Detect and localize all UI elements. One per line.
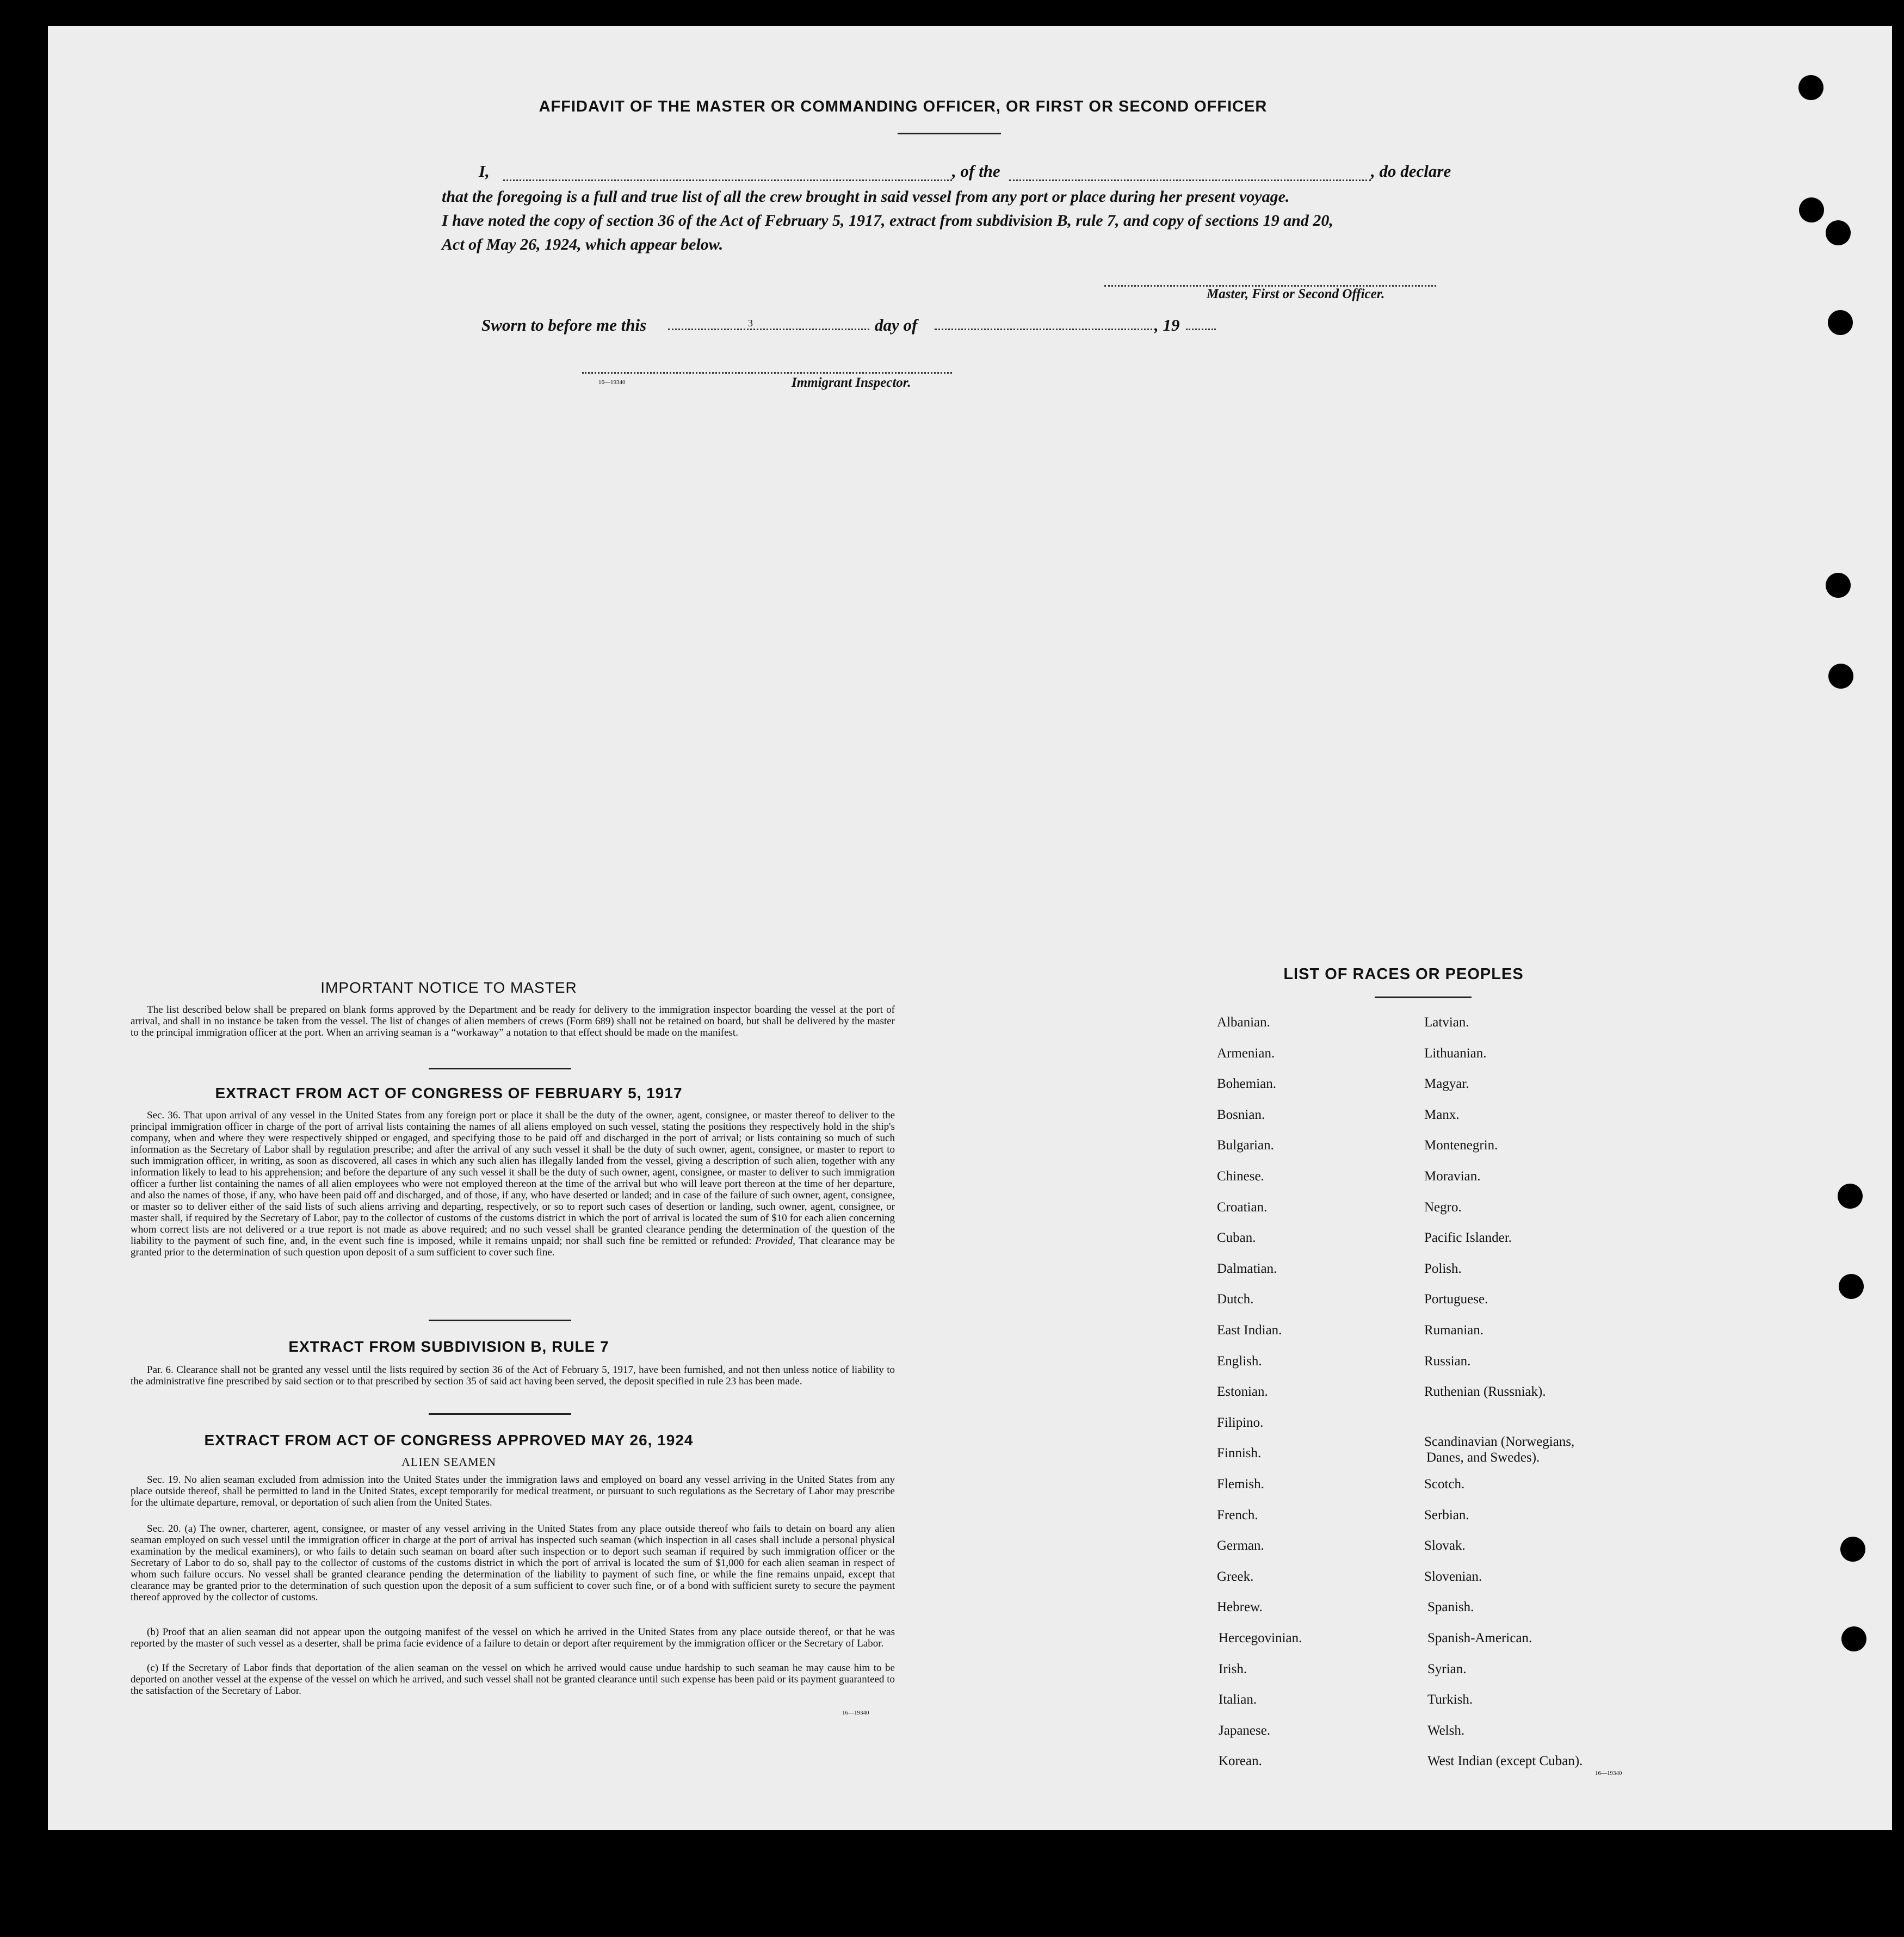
notice-title: IMPORTANT NOTICE TO MASTER bbox=[320, 979, 577, 996]
race-item: Scotch. bbox=[1424, 1477, 1465, 1492]
race-item: Armenian. bbox=[1217, 1046, 1275, 1061]
extract-1917-body bbox=[131, 1110, 895, 1258]
rule7-body: Par. 6. Clearance shall not be granted any vessel until the lists required by section 36 of the Act of February 5, 1917, have been furnished, and not then unless notice of liability to the administrative fine prescribed by said section or to that prescribed by section 35 of said act having been served, the deposit specified in rule 23 has been made. bbox=[131, 1364, 895, 1387]
form-number: 16—19340 bbox=[598, 379, 626, 386]
race-item: West Indian (except Cuban). bbox=[1427, 1754, 1583, 1768]
divider bbox=[429, 1068, 571, 1069]
race-item: Russian. bbox=[1424, 1354, 1471, 1369]
race-item: German. bbox=[1217, 1538, 1264, 1553]
affidavit-line: that the foregoing is a full and true list of all the crew brought in said vessel from any port or place during her present voyage. bbox=[442, 188, 1290, 206]
day-of-label: day of bbox=[875, 315, 918, 335]
race-item: Lithuanian. bbox=[1424, 1046, 1487, 1061]
affidavit-text bbox=[442, 185, 1459, 257]
race-item: East Indian. bbox=[1217, 1323, 1282, 1338]
declarant-name-field[interactable] bbox=[503, 180, 952, 181]
punch-hole bbox=[1826, 220, 1851, 245]
extract-1917-text-end: That clearance may be granted prior to the determination of such question upon deposit of a sum sufficient to cover such fine. bbox=[131, 1235, 895, 1258]
year-label: , 19 bbox=[1154, 315, 1180, 335]
race-item: Slovenian. bbox=[1424, 1569, 1482, 1584]
race-item: Filipino. bbox=[1217, 1415, 1264, 1430]
master-caption: Master, First or Second Officer. bbox=[1207, 287, 1385, 301]
alien-seamen-subtitle: ALIEN SEAMEN bbox=[401, 1455, 496, 1469]
race-item: Estonian. bbox=[1217, 1384, 1268, 1399]
divider bbox=[429, 1413, 571, 1415]
affidavit-of-the-label: , of the bbox=[952, 162, 1000, 181]
provided-term: Provided, bbox=[755, 1235, 795, 1247]
race-item: Korean. bbox=[1219, 1754, 1262, 1768]
punch-hole bbox=[1798, 75, 1823, 100]
race-item: Dutch. bbox=[1217, 1292, 1254, 1307]
race-item: Hercegovinian. bbox=[1219, 1631, 1302, 1645]
race-item: Portuguese. bbox=[1424, 1292, 1488, 1307]
race-item: Slovak. bbox=[1424, 1538, 1466, 1553]
sworn-month-field[interactable] bbox=[935, 329, 1157, 330]
affidavit-title: AFFIDAVIT OF THE MASTER OR COMMANDING OFFICER, OR FIRST OR SECOND OFFICER bbox=[539, 98, 1268, 115]
race-item: Magyar. bbox=[1424, 1076, 1469, 1091]
race-item: Japanese. bbox=[1219, 1723, 1271, 1738]
punch-hole bbox=[1828, 664, 1853, 689]
rule7-title: EXTRACT FROM SUBDIVISION B, RULE 7 bbox=[288, 1338, 609, 1355]
section-20a: Sec. 20. (a) The owner, charterer, agent, consignee, or master of any vessel arriving in the United States from any place outside thereof who fails to detain on board any alien seaman employed on such vessel until the immigration officer in charge at the port of arrival has inspected such seaman (which inspection in all cases shall include a personal physical examination by the medical examiners), or who fails to detain such seaman on board after such inspection or to deport such seaman if required by such immigration officer or the Secretary of Labor to do so, shall pay to the collector of customs of the customs district in which the port of arrival is located the sum of $1,000 for each alien seaman in respect of whom such failure occurs. No vessel shall be granted clearance pending the determination of the liability to payment of such fine, or while the fine remains unpaid, except that clearance may be granted prior to the determination of such question upon the deposit of a sum sufficient to cover such fine, or of a bond with sufficient surety to secure the payment thereof approved by the collector of customs. bbox=[131, 1523, 895, 1603]
race-item: Greek. bbox=[1217, 1569, 1254, 1584]
race-item: Serbian. bbox=[1424, 1508, 1469, 1523]
race-item: Bohemian. bbox=[1217, 1076, 1277, 1091]
race-item: Syrian. bbox=[1427, 1662, 1467, 1676]
race-item: Bosnian. bbox=[1217, 1107, 1265, 1122]
section-20b: (b) Proof that an alien seaman did not appear upon the outgoing manifest of the vessel on which he arrived in the United States from any place outside thereof, or that he was reported by the master of such vessel as a deserter, shall be prima facie evidence of a failure to detain or deport after requirement by the immigration officer or the Secretary of Labor. bbox=[131, 1626, 895, 1649]
punch-hole bbox=[1838, 1184, 1863, 1209]
race-item: Scandinavian (Norwegians, bbox=[1424, 1434, 1575, 1449]
race-item: Negro. bbox=[1424, 1200, 1462, 1215]
race-item: French. bbox=[1217, 1508, 1258, 1523]
section-20c: (c) If the Secretary of Labor finds that deportation of the alien seaman on the vessel on which he arrived would cause undue hardship to such seaman he may cause him to be deported on another vessel at the expense of the vessel on which he arrived, and such vessel shall not be granted clearance until such expense has been paid or its payment guaranteed to the satisfaction of the Secretary of Labor. bbox=[131, 1662, 895, 1697]
race-item: Ruthenian (Russniak). bbox=[1424, 1384, 1546, 1399]
race-item: Flemish. bbox=[1217, 1477, 1264, 1492]
affidavit-do-declare-label: , do declare bbox=[1371, 162, 1451, 181]
race-item: Croatian. bbox=[1217, 1200, 1268, 1215]
inspector-signature-field[interactable] bbox=[582, 372, 952, 374]
punch-hole bbox=[1841, 1626, 1866, 1651]
race-item: Spanish. bbox=[1427, 1600, 1474, 1614]
race-item: Dalmatian. bbox=[1217, 1261, 1277, 1276]
sworn-day-value: 3 bbox=[748, 318, 753, 329]
divider bbox=[1375, 997, 1472, 998]
race-item: Spanish-American. bbox=[1427, 1631, 1532, 1645]
punch-hole bbox=[1839, 1274, 1864, 1299]
sworn-day-field[interactable] bbox=[668, 329, 869, 330]
extract-1917-text: Sec. 36. That upon arrival of any vessel in the United States from any foreign port or place it shall be the duty of the owner, agent, consignee, or master thereof to deliver to the principal immigration officer in charge of the port of arrival lists containing the names of all aliens employed on such vessel, stating the positions they respectively hold in the ship's company, when and where they were respectively shipped or engaged, and specifying those to be paid off and discharged in the port of arrival; or lists containing so much of such information as the Secretary of Labor shall by regulation prescribe; and after the arrival of any such vessel it shall be the duty of such owner, agent, consignee, or master to report to such immigration officer, in writing, as soon as discovered, all cases in which any such alien has illegally landed from the vessel, giving a description of such alien, together with any information likely to lead to his apprehension; and before the departure of any such vessel it shall be the duty of such owner, agent, consignee, or master to deliver to such immigration officer a further list containing the names of all alien employees who were not employed thereon at the time of the arrival but who will leave port thereon at the time of her departure, and also the names of those, if any, who have been paid off and discharged, and of those, if any, who have deserted or landed; and in case of the failure of such owner, agent, consignee, or master so to deliver either of the said lists of such aliens arriving and departing, respectively, or so to report such cases of desertion or landing, such owner, agent, consignee, or master shall, if required by the Secretary of Labor, pay to the collector of customs of the customs district in which the port of arrival is located the sum of $10 for each alien concerning whom correct lists are not delivered or a true report is not made as above required; and no such vessel shall be granted clearance pending the determination of the question of the liability to the payment of such fine, and, in the event such fine is imposed, while it remains unpaid; nor shall such fine be remitted or refunded: bbox=[131, 1110, 895, 1247]
race-item: Polish. bbox=[1424, 1261, 1462, 1276]
extract-1924-title: EXTRACT FROM ACT OF CONGRESS APPROVED MAY 26, 1924 bbox=[204, 1432, 694, 1449]
race-item: Latvian. bbox=[1424, 1015, 1469, 1030]
punch-hole bbox=[1840, 1537, 1865, 1562]
affidavit-line: I have noted the copy of section 36 of the Act of February 5, 1917, extract from subdivision B, rule 7, and copy of sections 19 and 20, bbox=[442, 212, 1333, 230]
race-item: Moravian. bbox=[1424, 1169, 1481, 1184]
race-item: Pacific Islander. bbox=[1424, 1230, 1512, 1245]
race-item: Irish. bbox=[1219, 1662, 1247, 1676]
section-19: Sec. 19. No alien seaman excluded from admission into the United States under the immigration laws and employed on board any vessel arriving in the United States from any place outside thereof, shall be permitted to land in the United States, except temporarily for medical treatment, or pursuant to such regulations as the Secretary of Labor may prescribe for the ultimate departure, removal, or deportation of such alien from the United States. bbox=[131, 1474, 895, 1508]
punch-hole bbox=[1826, 573, 1851, 598]
race-item: Chinese. bbox=[1217, 1169, 1264, 1184]
race-item: Italian. bbox=[1219, 1692, 1257, 1707]
race-item: Montenegrin. bbox=[1424, 1138, 1498, 1153]
race-item: Cuban. bbox=[1217, 1230, 1256, 1245]
races-title: LIST OF RACES OR PEOPLES bbox=[1283, 966, 1524, 983]
race-item: Hebrew. bbox=[1217, 1600, 1263, 1614]
affidavit-line: Act of May 26, 1924, which appear below. bbox=[442, 236, 724, 253]
race-item: English. bbox=[1217, 1354, 1262, 1369]
vessel-name-field[interactable] bbox=[1009, 180, 1371, 181]
sworn-year-field[interactable] bbox=[1186, 329, 1216, 330]
inspector-caption: Immigrant Inspector. bbox=[792, 375, 911, 390]
race-item: Turkish. bbox=[1427, 1692, 1473, 1707]
sworn-label: Sworn to before me this bbox=[481, 315, 647, 335]
race-item: Rumanian. bbox=[1424, 1323, 1484, 1338]
form-number: 16—19340 bbox=[842, 1710, 869, 1716]
divider bbox=[898, 133, 1001, 134]
form-number: 16—19340 bbox=[1595, 1770, 1622, 1777]
affidavit-i-label: I, bbox=[479, 162, 490, 181]
race-item: Albanian. bbox=[1217, 1015, 1270, 1030]
race-item: Bulgarian. bbox=[1217, 1138, 1274, 1153]
notice-body: The list described below shall be prepared on blank forms approved by the Department and be ready for delivery to the immigration inspector boarding the vessel at the port of arrival, and shall in no instance be taken from the vessel. The list of changes of alien members of crews (Form 689) shall not be retained on board, but shall be delivered by the master to the principal immigration officer at the port. When an arriving seaman is a “workaway” a notation to that effect should be made on the manifest. bbox=[131, 1004, 895, 1038]
divider bbox=[429, 1320, 571, 1321]
punch-hole bbox=[1828, 310, 1853, 335]
race-item: Danes, and Swedes). bbox=[1426, 1450, 1540, 1465]
extract-1917-title: EXTRACT FROM ACT OF CONGRESS OF FEBRUARY 5, 1917 bbox=[215, 1085, 683, 1101]
race-item: Welsh. bbox=[1427, 1723, 1465, 1738]
punch-hole bbox=[1799, 197, 1824, 222]
race-item: Manx. bbox=[1424, 1107, 1460, 1122]
race-item: Finnish. bbox=[1217, 1446, 1262, 1461]
